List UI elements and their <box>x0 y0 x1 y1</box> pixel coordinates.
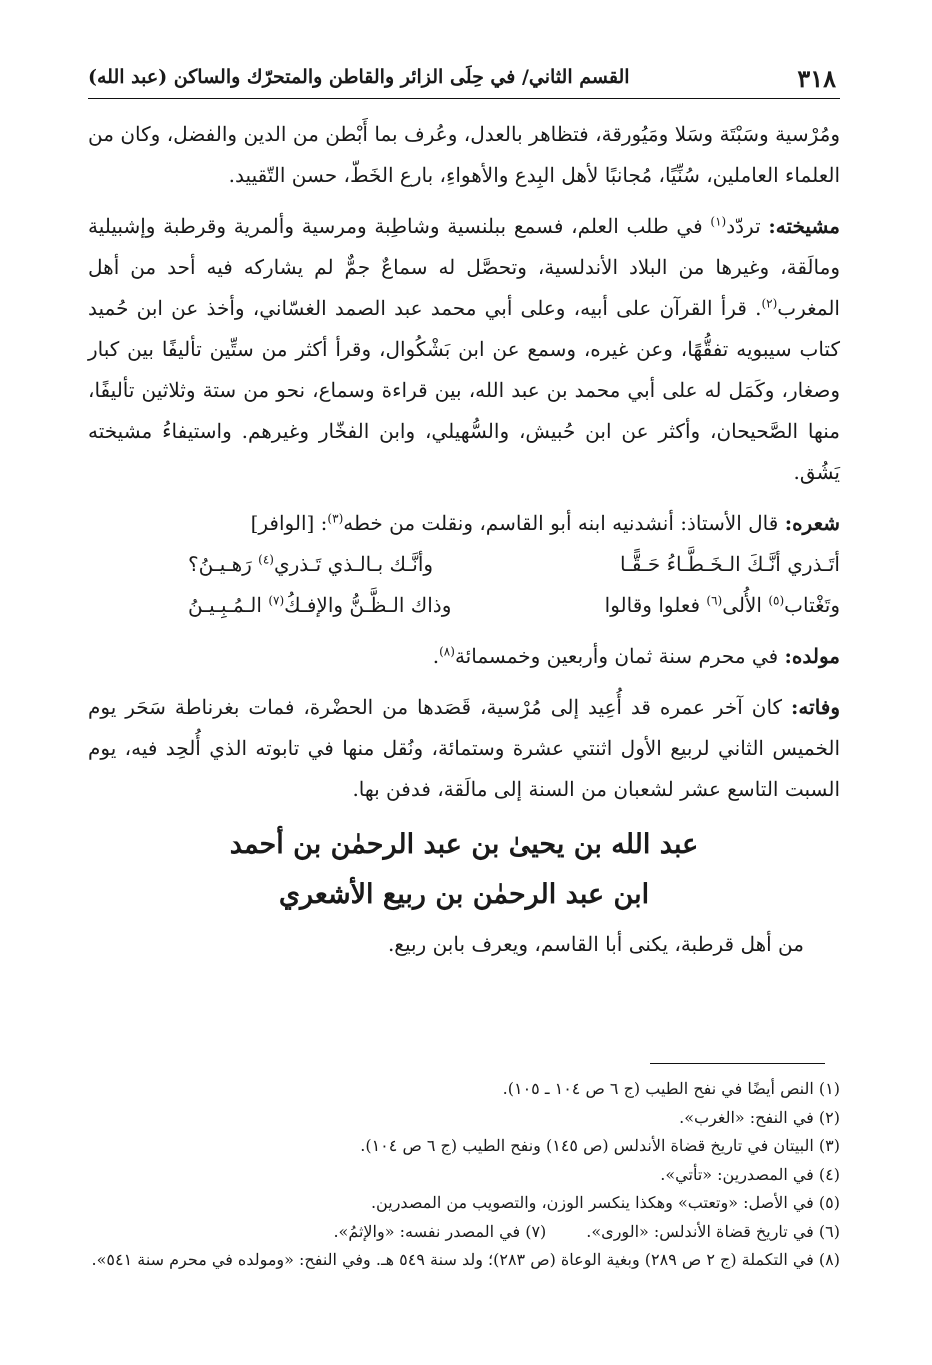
footnote-4: (٤) في المصدرين: «تأتي». <box>660 1164 840 1184</box>
verse-2-a-text-2: الأُلى <box>722 593 769 617</box>
footnote-8: (٨) في التكملة (ج ٢ ص ٢٨٩) وبغية الوعاة (ص ٢٨٣)؛ ولد سنة ٥٤٩ هـ. وفي النفح: «ومولده في محرم سنة ٥٤١». <box>91 1250 840 1269</box>
page-number: ٣١٨ <box>797 64 836 93</box>
footnote-2: (٢) في النفح: «الغرب». <box>679 1107 840 1127</box>
footnote-ref-5[interactable]: (٥) <box>768 593 785 608</box>
verse-line-1 <box>88 544 840 585</box>
biography-heading-line-2: ابن عبد الرحمٰن بن ربيع الأشعري <box>278 879 650 910</box>
footnote-ref-7[interactable]: (٧) <box>268 593 285 608</box>
page-header <box>88 62 840 99</box>
footnote-ref-3[interactable]: (٣) <box>327 511 344 526</box>
shiruhu-label: شعره: <box>784 511 840 535</box>
footnote-1: (١) النص أيضًا في نفح الطيب (ج ٦ ص ١٠٤ ـ ١٠٥). <box>502 1079 840 1098</box>
wafat-text: كان آخر عمره قد أُعِيد إلى مُرْسية، قَصَدها من الحضْرة، فمات بغرناطة سَحَر يوم الخميس الثاني لربيع الأول اثنتي عشرة وستمائة، ونُقل منها في تابوته الذي أُلحِد فيه، يوم السبت التاسع عشر لشعبان من السنة إلى مالَقة، فدفن بها. <box>88 695 840 801</box>
footnote-ref-8[interactable]: (٨) <box>439 644 455 659</box>
verse-2-b-text-2: الـمُـبِـيـنُ <box>188 593 269 617</box>
footnote-separator <box>650 1063 825 1064</box>
mashyakha-text-3: . قرأ القرآن على أبيه، وعلى أبي محمد عبد الصمد الغسّاني، وأخذ عن ابن حُميد كتاب سيبويه تفقُّهًا، وعن غيره، وسمع عن ابن بَشْكُوال، وقرأ أكثر من ستِّين تأليفًا بين كبار وصغار، وكَمَل له على أبي محمد بن عبد الله، بين قراءة وسماع، نحو من ستة وثلاثين تأليفًا، منها الصَّحيحان، وأكثر عن ابن حُبيش، والسُّهيلي، وابن الفخّار وغيرهم. واستيفاءُ مشيخته يَشُق. <box>88 296 840 484</box>
verse-2-first-hemistich <box>605 585 840 626</box>
footnote-3: (٣) البيتان في تاريخ قضاة الأندلس (ص ١٤٥) ونفح الطيب (ج ٦ ص ١٠٤). <box>360 1136 840 1155</box>
footnote-6: (٦) في تاريخ قضاة الأندلس: «الورى». <box>586 1221 840 1241</box>
verse-line-2 <box>88 585 840 626</box>
verse-1-first-hemistich: أتَـذري أنَّـكَ الـخَـطَّـاءُ حَـقًّـا <box>619 552 840 576</box>
footnote-ref-4[interactable]: (٤) <box>258 552 274 567</box>
verse-2-a-text-1: وتَغْتاب <box>784 593 840 617</box>
verse-1-b-text-1: وأنَّـك بـالـذي تَـذري <box>273 552 434 576</box>
intro-paragraph: ومُرْسية وسَبْتَة وسَلا ومَيُورقة، فتظاهر بالعدل، وعُرف بما أَبْطن من الدين والفضل، وكان من العلماء العاملين، سُنِّيًا، مُجانبًا لأهل البِدع والأهواءِ، بارع الخَطّ، حسن التّقييد. <box>88 122 840 187</box>
mashyakha-label: مشيخته: <box>768 214 840 238</box>
footnote-6-7-line <box>88 1218 840 1247</box>
mashyakha-paragraph <box>88 206 840 493</box>
main-text <box>88 114 840 965</box>
mawlid-end: . <box>432 644 440 668</box>
shiruhu-line <box>88 503 840 544</box>
mawlid-text: في محرم سنة ثمان وأربعين وخمسمائة <box>454 644 785 668</box>
verse-2-a-text-3: فعلوا وقالوا <box>604 593 707 617</box>
verse-2-second-hemistich <box>188 585 451 626</box>
mawlid-label: مولده: <box>784 644 840 668</box>
biography-intro: من أهل قرطبة، يكنى أبا القاسم، ويعرف بابن ربيع. <box>387 932 804 956</box>
footnote-5: (٥) في الأصل: «وتعتب» وهكذا ينكسر الوزن، والتصويب من المصدرين. <box>370 1193 840 1212</box>
biography-heading <box>88 820 840 920</box>
wafat-label: وفاته: <box>791 695 840 719</box>
verse-2-b-text-1: وذاك الـظَّـنُّ والإفـكُ <box>284 593 452 617</box>
running-title: القسم الثاني/ في حِلَى الزائر والقاطن والمتحرّك والساكن (عبد الله) <box>88 66 630 88</box>
verse-1-b-text-2: رَهـيـنُ؟ <box>188 552 259 576</box>
wafat-paragraph <box>88 687 840 810</box>
footnote-ref-1[interactable]: (١) <box>710 214 727 229</box>
footnotes <box>88 1075 840 1275</box>
mawlid-line <box>88 636 840 677</box>
footnote-7: (٧) في المصدر نفسه: «والإثمُ». <box>333 1221 547 1241</box>
biography-heading-line-1: عبد الله بن يحيىٰ بن عبد الرحمٰن بن أحمد <box>229 829 699 860</box>
verse-1-second-hemistich <box>188 544 433 585</box>
mashyakha-text-2: في طلب العلم، فسمع ببلنسية وشاطِبة ومرسية وألمرية وقرطبة وإشبيلية ومالَقة، وغيرها من البلاد الأندلسية، وتحصَّل له سماعٌ جمٌّ لم يشاركه فيه أحد من أهل المغرب <box>88 214 840 320</box>
footnote-ref-2[interactable]: (٢) <box>761 296 778 311</box>
shiruhu-text: قال الأستاذ: أنشدنيه ابنه أبو القاسم، ونقلت من خطه <box>343 511 785 535</box>
mashyakha-text-1: تردّد <box>726 214 761 238</box>
shiruhu-meter: : [الوافر] <box>250 511 328 535</box>
footnote-ref-6[interactable]: (٦) <box>706 593 723 608</box>
